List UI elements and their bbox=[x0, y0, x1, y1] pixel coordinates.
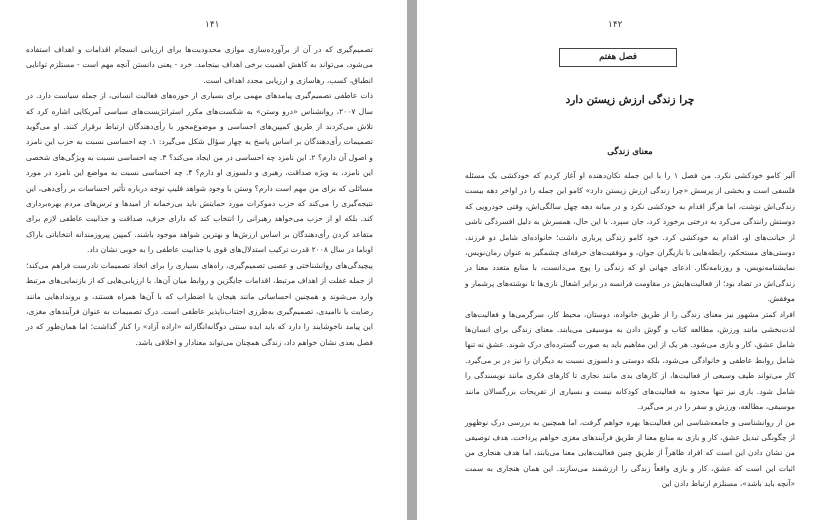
chapter-title: چرا زندگی ارزش زیستن دارد bbox=[565, 94, 695, 106]
left-page-number: ۱۴۱ bbox=[205, 20, 220, 30]
right-paragraph-2: افراد کمتر مشهور نیز معنای زندگی را از طریق خانواده، دوستان، محیط کار، سرگرمی‌ها و فعالیت‌های لذت‌بخشی مانند ورزش، مطالعه کتاب و گوش دادن به موسیقی می‌یابند. معنای زندگی برای انسان‌ها شامل عشق، کار و بازی می‌شود. هر یک از این مفاهیم باید به صورت گسترده‌ای درک شوند. عشق نه تنها شامل روابط عاطفی و خانوادگی می‌شود، بلکه دوستی و دلسوزی نسبت به دیگران را نیز در بر می‌گیرد. کار می‌تواند طیف وسیعی از فعالیت‌ها، از کارهای یدی مانند نجاری تا کارهای فکری مانند نویسندگی را شامل شود. بازی نیز تنها محدود به فعالیت‌های کودکانه نیست و بسیاری از تفریحات بزرگسالان مانند موسیقی، مطالعه، ورزش و سفر را در بر می‌گیرد. bbox=[465, 309, 795, 412]
left-page bbox=[0, 0, 407, 520]
left-paragraph-1: تصمیم‌گیری که در آن از برآورده‌سازی موازی محدودیت‌ها برای ارزیابی انسجام اقدامات و اهداف استفاده می‌شود، می‌تواند به کاهش اهمیت برخی اهداف بینجامد. خرد - یعنی دانستن آنچه مهم است - مستلزم توانایی انطباق، کسب، رهاسازی و ارزیابی مجدد اهداف است. bbox=[26, 45, 373, 85]
book-gutter bbox=[407, 0, 417, 520]
section-title: معنای زندگی bbox=[607, 147, 653, 157]
right-page-body bbox=[465, 168, 795, 492]
left-paragraph-2: ذات عاطفی تصمیم‌گیری پیامدهای مهمی برای بسیاری از حوزه‌های فعالیت انسانی، از جمله سیاست دارد. در سال ۲۰۰۷، روانشناس «درو وستن» به شکست‌های مکرر استراتژیست‌های سیاسی آمریکایی اشاره کرد که تلاش می‌کردند از طریق کمپین‌های احساسی و موضوع‌محور با رأی‌دهندگان ارتباط برقرار کنند. او می‌گوید تصمیمات رأی‌دهندگان بر اساس پاسخ به چهار سؤال شکل می‌گیرد: ۱. چه احساسی نسبت به حزب این نامزد و اصول آن دارم؟ ۲. این نامزد چه احساسی در من ایجاد می‌کند؟ ۳. چه احساسی نسبت به ویژگی‌های شخصی این نامزد، به ویژه صداقت، رهبری و دلسوزی او دارم؟ ۴. چه احساسی نسبت به مواضع این نامزد در مورد مسائلی که برای من مهم است دارم؟ وستن با وجود شواهد فلیپ توجه درباره تأثیر احساسات بر رأی‌دهی، این نتیجه‌گیری را می‌کند که حزب دموکرات مورد حمایتش باید بی‌رحمانه از امیدها و ترس‌های مردم بهره‌برداری کند. بلکه او از حزب می‌خواهد رهبرانی را انتخاب کند که دارای حرف، صداقت و جذابیت عاطفی لازم برای متقاعد کردن رأی‌دهندگان بر اساس ارزش‌ها و بهترین شواهد موجود باشند. کمپین پیروزمندانه انتخاباتی باراک اوباما در سال ۲۰۰۸ قدرت ترکیب استدلال‌های قوی با جذابیت عاطفی را به خوبی نشان داد. bbox=[26, 91, 374, 255]
chapter-label: فصل هفتم bbox=[559, 48, 677, 67]
right-page bbox=[417, 0, 816, 520]
right-page-number: ۱۴۲ bbox=[608, 20, 623, 30]
right-paragraph-1: آلبر کامو خودکشی نکرد. من فصل ۱ را با این جمله تکان‌دهنده او آغاز کردم که خودکشی یک مسئله فلسفی است و بخشی از پرسش «چرا زندگی ارزش زیستن دارد» کامو این جمله را در اواخر دهه بیست زندگی‌اش نوشت، اما هرگز اقدام به خودکشی نکرد و در میانه دهه چهل سالگی‌اش، وقتی خودرویی که دوستش رانندگی می‌کرد به درختی برخورد کرد، جان سپرد. با این حال، همسرش به دلیل افسردگی ناشی از خیانت‌های او، اقدام به خودکشی کرد. خود کامو زندگی پرباری داشت؛ خانواده‌ای شامل دو فرزند، دوستی‌های مستحکم، رابطه‌هایی با بازیگران جوان، و موفقیت‌های حرفه‌ای چشمگیر به عنوان رمان‌نویس، نمایشنامه‌نویس، و روزنامه‌نگار. ادعای جهانی او که زندگی را پوچ می‌دانست، با منابع متعدد معنا در زندگی‌اش در تضاد بود؛ از فعالیت‌هایش در مقاومت فرانسه در برابر اشغال نازی‌ها تا نوشته‌های پرشمار و موفقش. bbox=[465, 171, 795, 304]
left-paragraph-3: پیچیدگی‌های روانشناختی و عصبی تصمیم‌گیری، راه‌های بسیاری را برای اتخاذ تصمیمات نادرست فراهم می‌کند؛ از جمله غفلت از اهداف مرتبط، اقدامات جایگزین و روابط میان آن‌ها. با ارزیابی‌هایی که از بازنمایی‌های مرتبط وارد می‌شوند و همچنین احساساتی مانند هیجان یا اضطراب که با آن‌ها همراه هستند، و برونداد‌هایی مانند رضایت یا ناامیدی، تصمیم‌گیری به‌طرزی اجتناب‌ناپذیر عاطفی است. درک تصمیمات به عنوان فرآیندهای مغزی، این پیامد ناخوشایند را دارد که باید ایده سنتی دوگانه‌انگارانه «اراده آزاد» را کنار گذاشت؛ اما همان‌طور که در فصل بعدی نشان خواهم داد، زندگی همچنان می‌تواند معنادار و اخلاقی باشد. bbox=[26, 260, 373, 347]
left-page-body bbox=[26, 42, 373, 350]
right-paragraph-3: من از روانشناسی و جامعه‌شناسی این فعالیت‌ها بهره خواهم گرفت، اما همچنین به بررسی درک نوظهور از چگونگی تبدیل عشق، کار و بازی به منابع معنا از طریق فرآیندهای مغزی خواهم پرداخت. هدف توصیفی من نشان دادن این است که افراد ظاهراً از طریق چنین فعالیت‌هایی معنا می‌یابند، اما هدف هنجاری من اثبات این است که عشق، کار و بازی واقعاً زندگی را ارزشمند می‌سازند. این همان هنجاری به سمت «آنچه باید باشد»، مستلزم ارتباط دادن این bbox=[465, 417, 795, 489]
